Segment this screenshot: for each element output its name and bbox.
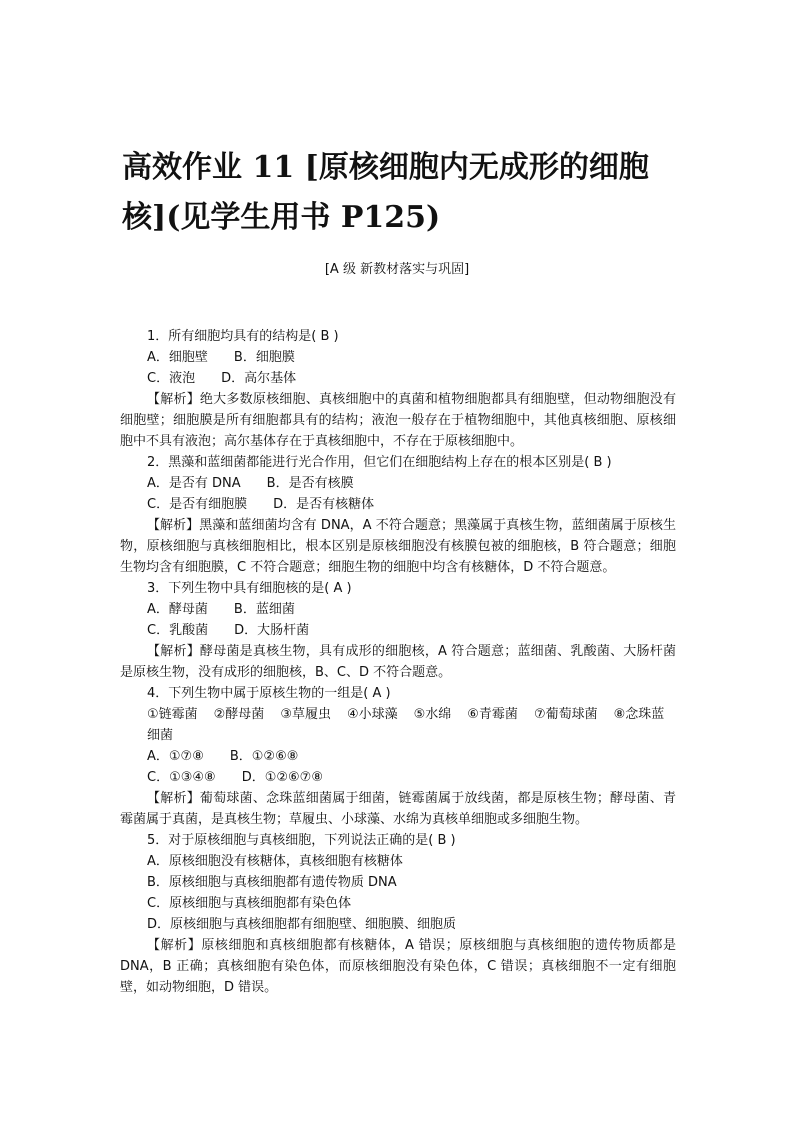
section-heading: [A 级 新教材落实与巩固]: [324, 262, 470, 277]
option-row: [120, 620, 676, 641]
analysis-text: 原核细胞和真核细胞都有核糖体，A 错误；原核细胞与真核细胞的遗传物质都是 DNA，B 正确；真核细胞有染色体，而原核细胞没有染色体，C 错误；真核细胞不一定有细胞壁，如动物细胞，D 错误。: [120, 938, 676, 995]
analysis: [120, 389, 676, 452]
option-row: [120, 494, 676, 515]
option: C．①③④⑧: [147, 770, 216, 785]
option-row: [120, 914, 676, 935]
option: D．原核细胞与真核细胞都有细胞壁、细胞膜、细胞质: [147, 917, 457, 932]
question-5: [120, 830, 676, 998]
option: A．细胞壁: [147, 350, 208, 365]
option-row: [120, 473, 676, 494]
question-1: [120, 326, 676, 452]
document-title: 高效作业 11 [原核细胞内无成形的细胞核](见学生用书 P125): [122, 150, 649, 235]
option: D．大肠杆菌: [234, 623, 310, 638]
option: D．①②⑥⑦⑧: [241, 770, 323, 785]
option-row: [120, 893, 676, 914]
option: C．乳酸菌: [147, 623, 209, 638]
question-4: [120, 683, 676, 830]
condition-item: ⑦葡萄球菌: [533, 707, 598, 722]
option: A．原核细胞没有核糖体，真核细胞有核糖体: [147, 854, 403, 869]
option: B．原核细胞与真核细胞都有遗传物质 DNA: [147, 875, 397, 890]
option: C．液泡: [147, 371, 196, 386]
analysis: [120, 935, 676, 998]
option: C．是否有细胞膜: [147, 497, 248, 512]
option-row: [120, 599, 676, 620]
analysis-label: 【解析】: [147, 518, 200, 533]
analysis: [120, 515, 676, 578]
analysis-text: 黑藻和蓝细菌均含有 DNA，A 不符合题意；黑藻属于真核生物，蓝细菌属于原核生物，原核细胞与真核细胞相比，根本区别是原核细胞没有核膜包被的细胞核，B 符合题意；细胞生物均含有细胞膜，C 不符合题意；细胞生物的细胞中均含有核糖体，D 不符合题意。: [120, 518, 676, 575]
condition-item: ④小球藻: [346, 707, 398, 722]
option: D．是否有核糖体: [273, 497, 375, 512]
condition-item: ⑤水绵: [413, 707, 452, 722]
analysis: [120, 641, 676, 683]
analysis-label: 【解析】: [147, 791, 200, 806]
option: A．是否有 DNA: [147, 476, 241, 491]
option: B．细胞膜: [233, 350, 295, 365]
condition-item: ⑧念珠蓝细菌: [147, 707, 665, 743]
question-2: [120, 452, 676, 578]
option: C．原核细胞与真核细胞都有染色体: [147, 896, 352, 911]
condition-item: ①链霉菌: [147, 707, 198, 722]
option: A．酵母菌: [147, 602, 208, 617]
analysis-text: 葡萄球菌、念珠蓝细菌属于细菌，链霉菌属于放线菌，都是原核生物；酵母菌、青霉菌属于真菌，是真核生物；草履虫、小球藻、水绵为真核单细胞或多细胞生物。: [120, 791, 676, 827]
condition-item: ⑥青霉菌: [467, 707, 518, 722]
option-row: [120, 872, 676, 893]
condition-item: ②酵母菌: [213, 707, 265, 722]
option: A．①⑦⑧: [147, 749, 204, 764]
question-stem: 4．下列生物中属于原核生物的一组是( A ): [147, 686, 391, 701]
question-list: [120, 326, 676, 998]
option-row: [120, 347, 676, 368]
option-row: [120, 368, 676, 389]
analysis-label: 【解析】: [147, 392, 200, 407]
analysis-text: 绝大多数原核细胞、真核细胞中的真菌和植物细胞都具有细胞壁，但动物细胞没有细胞壁；细胞膜是所有细胞都具有的结构；液泡一般存在于植物细胞中，其他真核细胞、原核细胞中不具有液泡；高尔基体存在于真核细胞中，不存在于原核细胞中。: [120, 392, 676, 449]
condition-list: [120, 704, 676, 746]
option-row: [120, 746, 676, 767]
question-stem: 3．下列生物中具有细胞核的是( A ): [147, 581, 352, 596]
analysis-label: 【解析】: [147, 644, 200, 659]
analysis-text: 酵母菌是真核生物，具有成形的细胞核，A 符合题意；蓝细菌、乳酸菌、大肠杆菌是原核生物，没有成形的细胞核，B、C、D 不符合题意。: [120, 644, 676, 680]
analysis: [120, 788, 676, 830]
option: D．高尔基体: [221, 371, 297, 386]
option-row: [120, 851, 676, 872]
option: B．①②⑥⑧: [229, 749, 299, 764]
condition-item: ③草履虫: [280, 707, 331, 722]
question-stem: 2．黑藻和蓝细菌都能进行光合作用，但它们在细胞结构上存在的根本区别是( B ): [147, 455, 612, 470]
option-row: [120, 767, 676, 788]
question-3: [120, 578, 676, 683]
analysis-label: 【解析】: [147, 938, 202, 953]
option: B．是否有核膜: [266, 476, 354, 491]
question-stem: 1．所有细胞均具有的结构是( B ): [147, 329, 339, 344]
option: B．蓝细菌: [233, 602, 295, 617]
question-stem: 5．对于原核细胞与真核细胞，下列说法正确的是( B ): [147, 833, 456, 848]
